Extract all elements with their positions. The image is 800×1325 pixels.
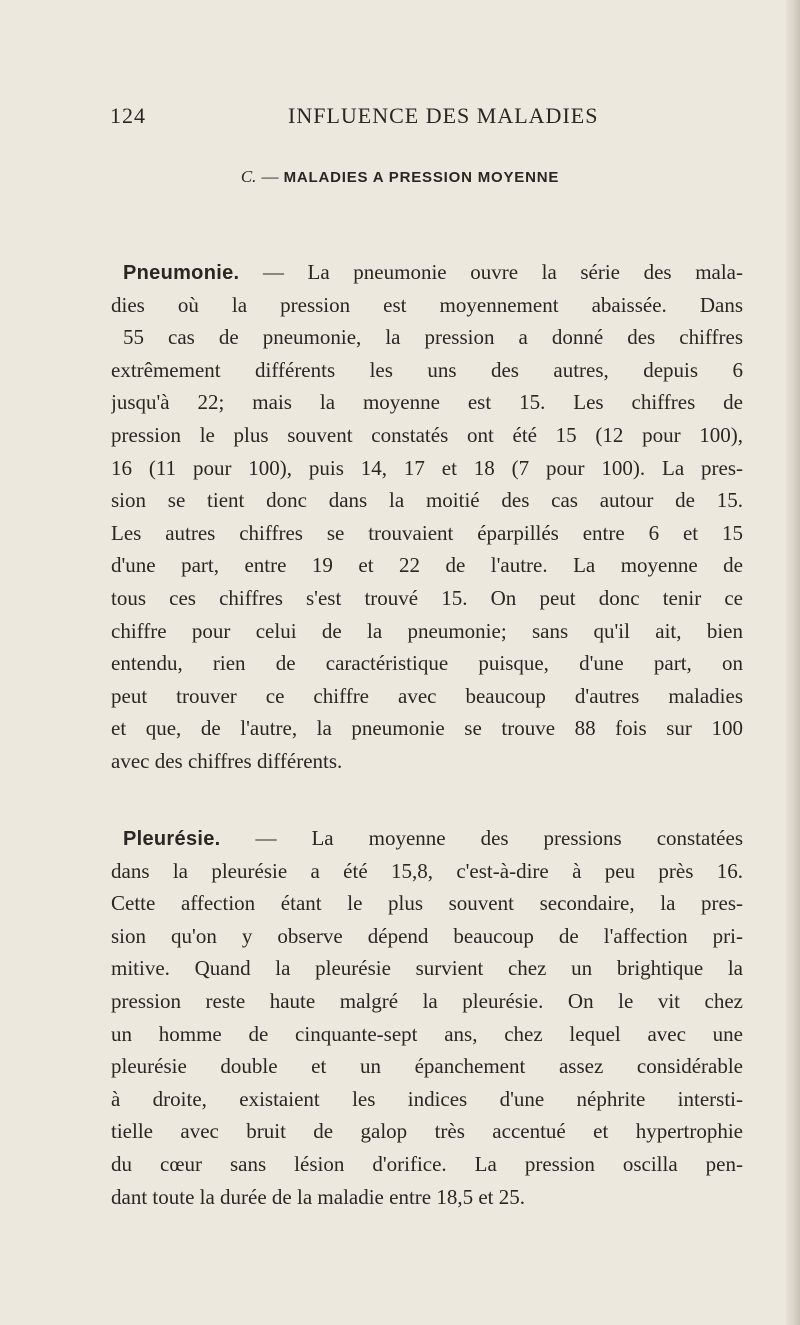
text-line: Pneumonie. — La pneumonie ouvre la série des mala- — [123, 260, 743, 284]
text-line: dans la pleurésie a été 15,8, c'est-à-dire à peu près 16. — [111, 858, 743, 883]
page-edge — [786, 0, 800, 1325]
section-letter: C. — [240, 167, 257, 186]
text-line: entendu, rien de caractéristique puisque, d'une part, on — [111, 651, 743, 676]
text-line: chiffre pour celui de la pneumonie; sans qu'il ait, bien — [111, 618, 743, 643]
text-line: pression reste haute malgré la pleurésie. On le vit chez — [111, 988, 743, 1013]
paragraph-pneumonie — [111, 256, 743, 778]
section-dash: — — [261, 167, 279, 186]
paragraph-pleuresie — [111, 822, 743, 1213]
text-line: un homme de cinquante-sept ans, chez lequel avec une — [111, 1021, 743, 1046]
text-line: Les autres chiffres se trouvaient éparpillés entre 6 et 15 — [111, 520, 743, 545]
text-line: dant toute la durée de la maladie entre 18,5 et 25. — [111, 1184, 526, 1209]
text-line: pleurésie double et un épanchement assez considérable — [111, 1054, 743, 1079]
text-line: mitive. Quand la pleurésie survient chez un brightique la — [111, 956, 743, 981]
text-line: peut trouver ce chiffre avec beaucoup d'autres maladies — [111, 683, 743, 708]
text-line: et que, de l'autre, la pneumonie se trouve 88 fois sur 100 — [111, 716, 743, 741]
text-line: tielle avec bruit de galop très accentué et hypertrophie — [111, 1119, 743, 1144]
text-line: sion se tient donc dans la moitié des cas autour de 15. — [111, 488, 743, 513]
text-line: d'une part, entre 19 et 22 de l'autre. La moyenne de — [111, 553, 743, 578]
section-title: MALADIES A PRESSION MOYENNE — [283, 169, 560, 186]
text-line: Cette affection étant le plus souvent secondaire, la pres- — [111, 891, 743, 916]
section-heading — [0, 167, 800, 187]
page-header — [0, 103, 800, 133]
running-head: INFLUENCE DES MALADIES — [288, 103, 599, 128]
page-number: 124 — [110, 103, 146, 128]
text-line: pression le plus souvent constatés ont été 15 (12 pour 100), — [111, 422, 743, 447]
text-line: sion qu'on y observe dépend beaucoup de l'affection pri- — [111, 923, 743, 948]
text-line: jusqu'à 22; mais la moyenne est 15. Les chiffres de — [111, 390, 743, 415]
text-line: 55 cas de pneumonie, la pression a donné des chiffres — [123, 325, 743, 350]
text-line: tous ces chiffres s'est trouvé 15. On peut donc tenir ce — [111, 585, 743, 610]
paragraph-lead: Pleurésie. — [123, 828, 221, 850]
text-line: extrêmement différents les uns des autres, depuis 6 — [111, 357, 743, 382]
paragraph-lead: Pneumonie. — [123, 262, 240, 284]
text-line: à droite, existaient les indices d'une néphrite intersti- — [111, 1086, 743, 1111]
text-line: avec des chiffres différents. — [111, 748, 343, 773]
text-line: Pleurésie. — La moyenne des pressions constatées — [123, 826, 743, 850]
text-line: du cœur sans lésion d'orifice. La pression oscilla pen- — [111, 1151, 743, 1176]
text-line: dies où la pression est moyennement abaissée. Dans — [111, 292, 743, 317]
text-line: 16 (11 pour 100), puis 14, 17 et 18 (7 pour 100). La pres- — [111, 455, 743, 480]
